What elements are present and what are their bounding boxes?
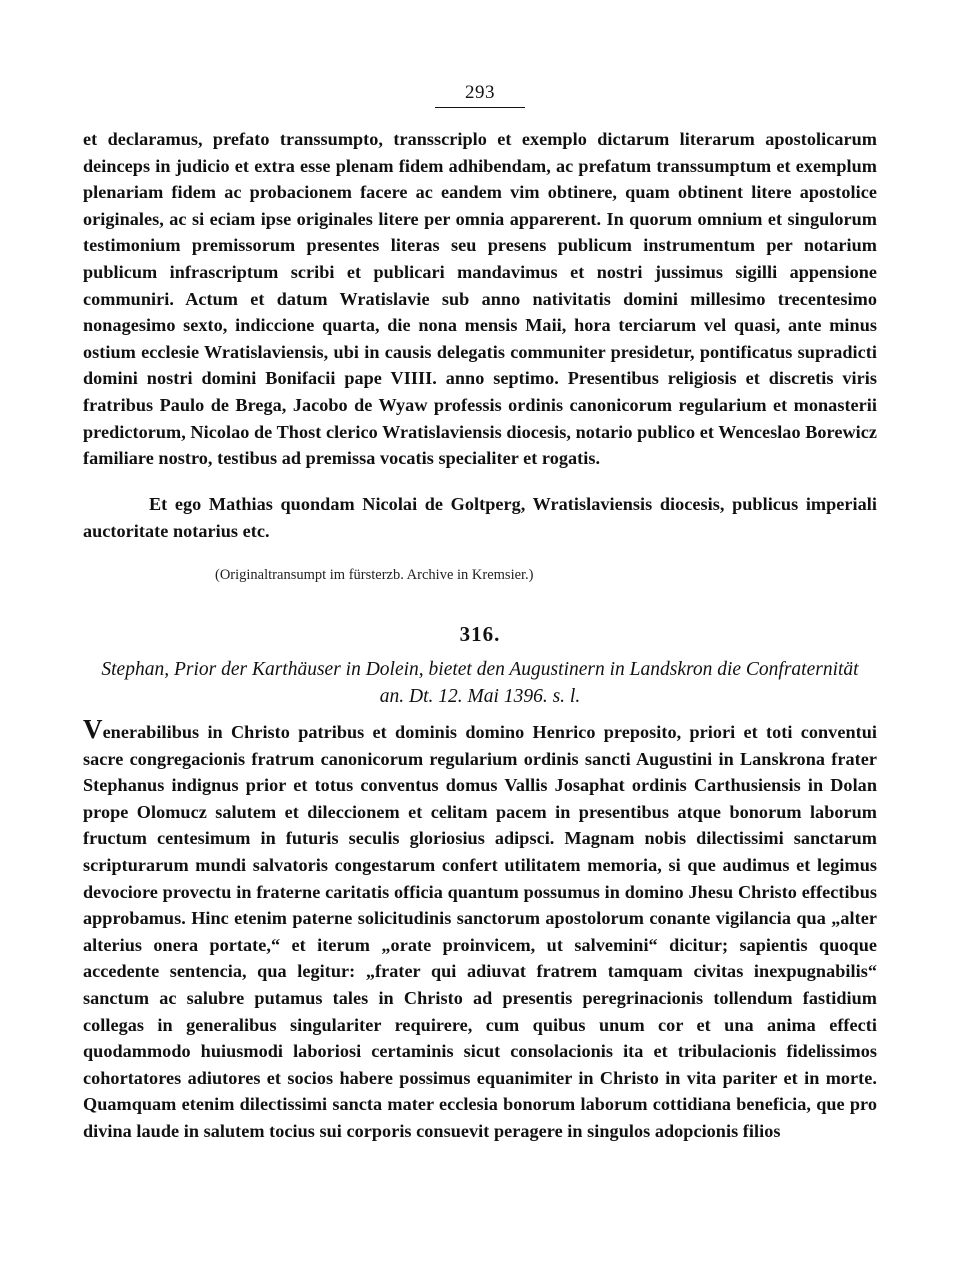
charter-paragraph bbox=[83, 714, 877, 1145]
charter-text: enerabilibus in Christo patribus et dominis domino Henrico preposito, priori et toti conventui sacre congregacionis fratrum canonicorum regularium ordinis sancti Augustini in Lanskrona frater Stephanus indignus prior et totus conventus domus Vallis Josaphat ordinis Carthusiensis in Dolan prope Olomucz salutem et dileccionem et celitam pacem in presentibus atque bonorum laborum fructum centesimum in futuris seculis gloriosius adipsci. Magnam nobis dilectissimi sanctarum scripturarum mundi salvatoris congestarum confert utilitatem memoria, si que audimus et legimus devociore provectu in fraterne caritatis officia quantum possumus in domino Jhesu Christo effectibus approbamus. Hinc etenim paterne solicitudinis sanctorum apostolorum conante vigilancia qua „alter alterius onera portate,“ et iterum „orate proinvicem, ut salvemini“ dicitur; sapientis quoque accedente sentencia, qua legitur: „frater qui adiuvat fratrem tamquam civitas inexpugnabilis“ sanctum ac salubre putamus tales in Christo ad presentis peregrinacionis tollendum fastidium collegas in generalibus singulariter requirere, cum quibus unum cor et una anima effecti quodammodo huiusmodi laboriosi certaminis sicut consolacionis ita et tribulacionis fidelissimos cohortatores adiutores et socios habere possimus equanimiter in Christo in vita pariter et in morte. Quamquam etenim dilectissimi sancta mater ecclesia bonorum laborum cottidiana beneficia, que pro divina laude in salutem tocius sui corporis consuevit peragere in singulos adopcionis filios bbox=[83, 722, 877, 1141]
notary-clause-block bbox=[83, 491, 877, 544]
document-number: 316. bbox=[459, 622, 501, 646]
document-heading: Stephan, Prior der Karthäuser in Dolein, bietet den Augustinern in Landskron die Confraternität an. Dt. 12. Mai 1396. s. l. bbox=[101, 659, 859, 707]
notary-clause: Et ego Mathias quondam Nicolai de Goltperg, Wratislaviensis diocesis, publicus imperiali auctoritate notarius etc. bbox=[83, 494, 877, 541]
previous-document-text: et declaramus, prefato transsumpto, transscriplo et exemplo dictarum literarum apostolicarum deinceps in judicio et extra esse plenam fidem adhibendam, ac prefatum transsumptum et exemplum plenariam fidem ac probacionem facere ac eandem vim obtinere, quam obtinent litere apostolice originales, ac si eciam ipse originales litere per omnia apparerent. In quorum omnium et singulorum testimonium premissorum presentes literas seu presens publicum instrumentum per notarium publicum infrascriptum scribi et publicari mandavimus et nostri jussimus sigilli appensione communiri. Actum et datum Wratislavie sub anno nativitatis domini millesimo trecentesimo nonagesimo sexto, indiccione quarta, die nona mensis Maii, hora terciarum vel quasi, ante minus ostium ecclesie Wratislaviensis, ubi in causis delegatis communiter presidetur, pontificatus supradicti domini nostri domini Bonifacii pape VIIII. anno septimo. Presentibus religiosis et discretis viris fratribus Paulo de Brega, Jacobo de Wyaw professis ordinis canonicorum regularium et monasterii predictorum, Nicolao de Thost clerico Wratislaviensis diocesis, notario publico et Wenceslao Borewicz familiare nostro, testibus ad premissa vocatis specialiter et rogatis. bbox=[83, 129, 877, 469]
charter-text-block bbox=[83, 714, 877, 1145]
source-note: (Originaltransumpt im fürsterzb. Archive in Kremsier.) bbox=[215, 567, 534, 583]
drop-initial: V bbox=[83, 714, 103, 744]
page-number: 293 bbox=[435, 82, 525, 108]
previous-document-text-block bbox=[83, 126, 877, 472]
